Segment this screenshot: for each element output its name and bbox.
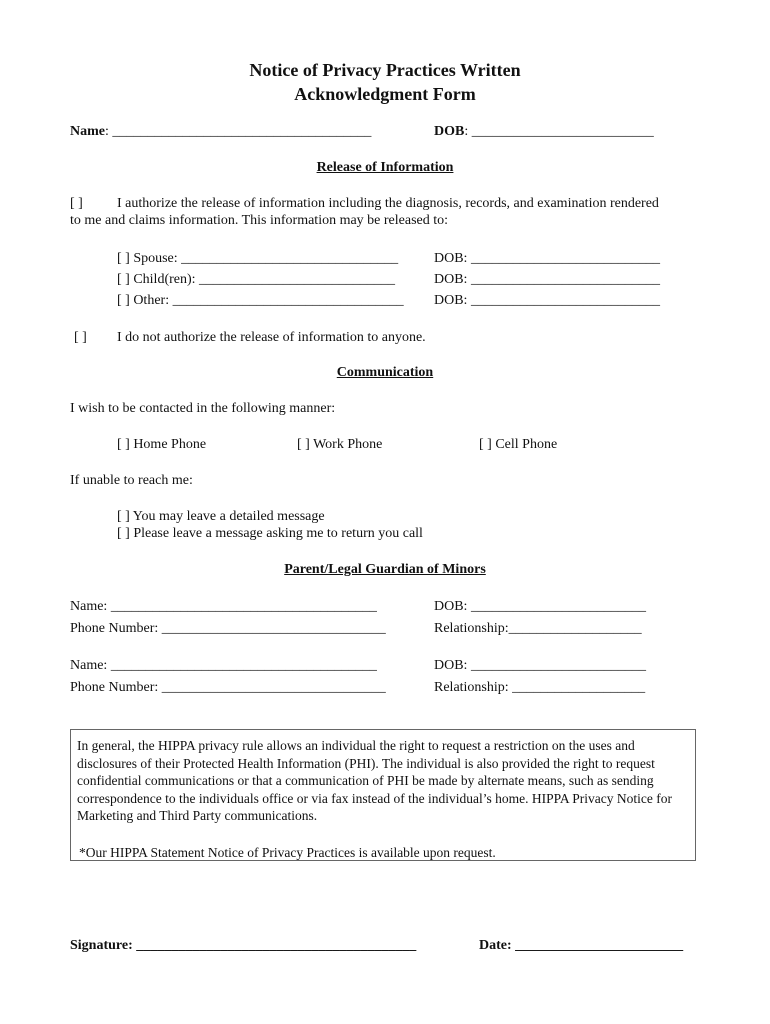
form-title-line2: Acknowledgment Form <box>294 84 476 104</box>
guardian1-phone[interactable]: Phone Number: ________________________________ <box>70 621 386 636</box>
recipient-spouse-dob[interactable]: DOB: ___________________________ <box>434 251 660 266</box>
authorize-checkbox[interactable]: [ ] <box>70 196 83 211</box>
patient-dob-label: DOB <box>434 124 465 139</box>
option-home-phone[interactable]: [ ] Home Phone <box>117 437 207 452</box>
guardian1-relationship[interactable]: Relationship:___________________ <box>434 621 642 636</box>
guardian1-dob[interactable]: DOB: _________________________ <box>434 599 646 614</box>
patient-dob-field[interactable] <box>434 123 654 140</box>
form-title-line1: Notice of Privacy Practices Written <box>249 60 521 80</box>
patient-name-field[interactable] <box>70 123 371 140</box>
date-field[interactable]: Date: ________________________ <box>479 938 684 953</box>
guardian2-name[interactable]: Name: ______________________________________ <box>70 658 377 673</box>
option-cell-phone[interactable]: [ ] Cell Phone <box>479 437 558 452</box>
patient-dob-line: : __________________________ <box>464 124 654 139</box>
deny-text: I do not authorize the release of information to anyone. <box>117 330 426 345</box>
recipient-spouse[interactable]: [ ] Spouse: _______________________________ <box>117 251 399 266</box>
option-detailed-message[interactable]: [ ] You may leave a detailed message <box>117 509 325 524</box>
hipaa-notice-box <box>70 729 696 861</box>
authorize-text: I authorize the release of information including the diagnosis, records, and examination rendered to me and claims information. This information may be released to: <box>70 196 659 228</box>
recipient-other-dob[interactable]: DOB: ___________________________ <box>434 293 660 308</box>
guardian-heading: Parent/Legal Guardian of Minors <box>284 562 486 577</box>
deny-checkbox[interactable]: [ ] <box>74 330 87 345</box>
hipaa-notice-footnote: *Our HIPPA Statement Notice of Privacy Practices is available upon request. <box>79 845 496 860</box>
communication-heading: Communication <box>336 365 434 380</box>
option-work-phone[interactable]: [ ] Work Phone <box>297 437 383 452</box>
patient-name-line: : _____________________________________ <box>105 124 372 139</box>
unable-to-reach-text: If unable to reach me: <box>70 473 193 488</box>
contact-intro: I wish to be contacted in the following manner: <box>70 401 336 416</box>
recipient-children-dob[interactable]: DOB: ___________________________ <box>434 272 660 287</box>
release-heading: Release of Information <box>316 160 454 175</box>
guardian2-relationship[interactable]: Relationship: ___________________ <box>434 680 646 695</box>
recipient-other[interactable]: [ ] Other: _________________________________ <box>117 293 404 308</box>
hipaa-notice-text: In general, the HIPPA privacy rule allows an individual the right to request a restriction on the uses and disclosures of their Protected Health Information (PHI). The individual is also provided the right to request confidential communications or that a communication of PHI be made by alternate means, such as sending correspondence to the individuals office or via fax instead of the individual’s home. HIPPA Privacy Notice for Marketing and Third Party communications. <box>77 738 672 823</box>
signature-field[interactable]: Signature: ________________________________________ <box>70 938 417 953</box>
guardian2-dob[interactable]: DOB: _________________________ <box>434 658 646 673</box>
guardian1-name[interactable]: Name: ______________________________________ <box>70 599 377 614</box>
patient-name-label: Name <box>70 124 105 139</box>
option-return-call[interactable]: [ ] Please leave a message asking me to return you call <box>117 526 423 541</box>
recipient-children[interactable]: [ ] Child(ren): ____________________________ <box>117 272 396 287</box>
guardian2-phone[interactable]: Phone Number: ________________________________ <box>70 680 386 695</box>
form-title <box>0 58 770 106</box>
